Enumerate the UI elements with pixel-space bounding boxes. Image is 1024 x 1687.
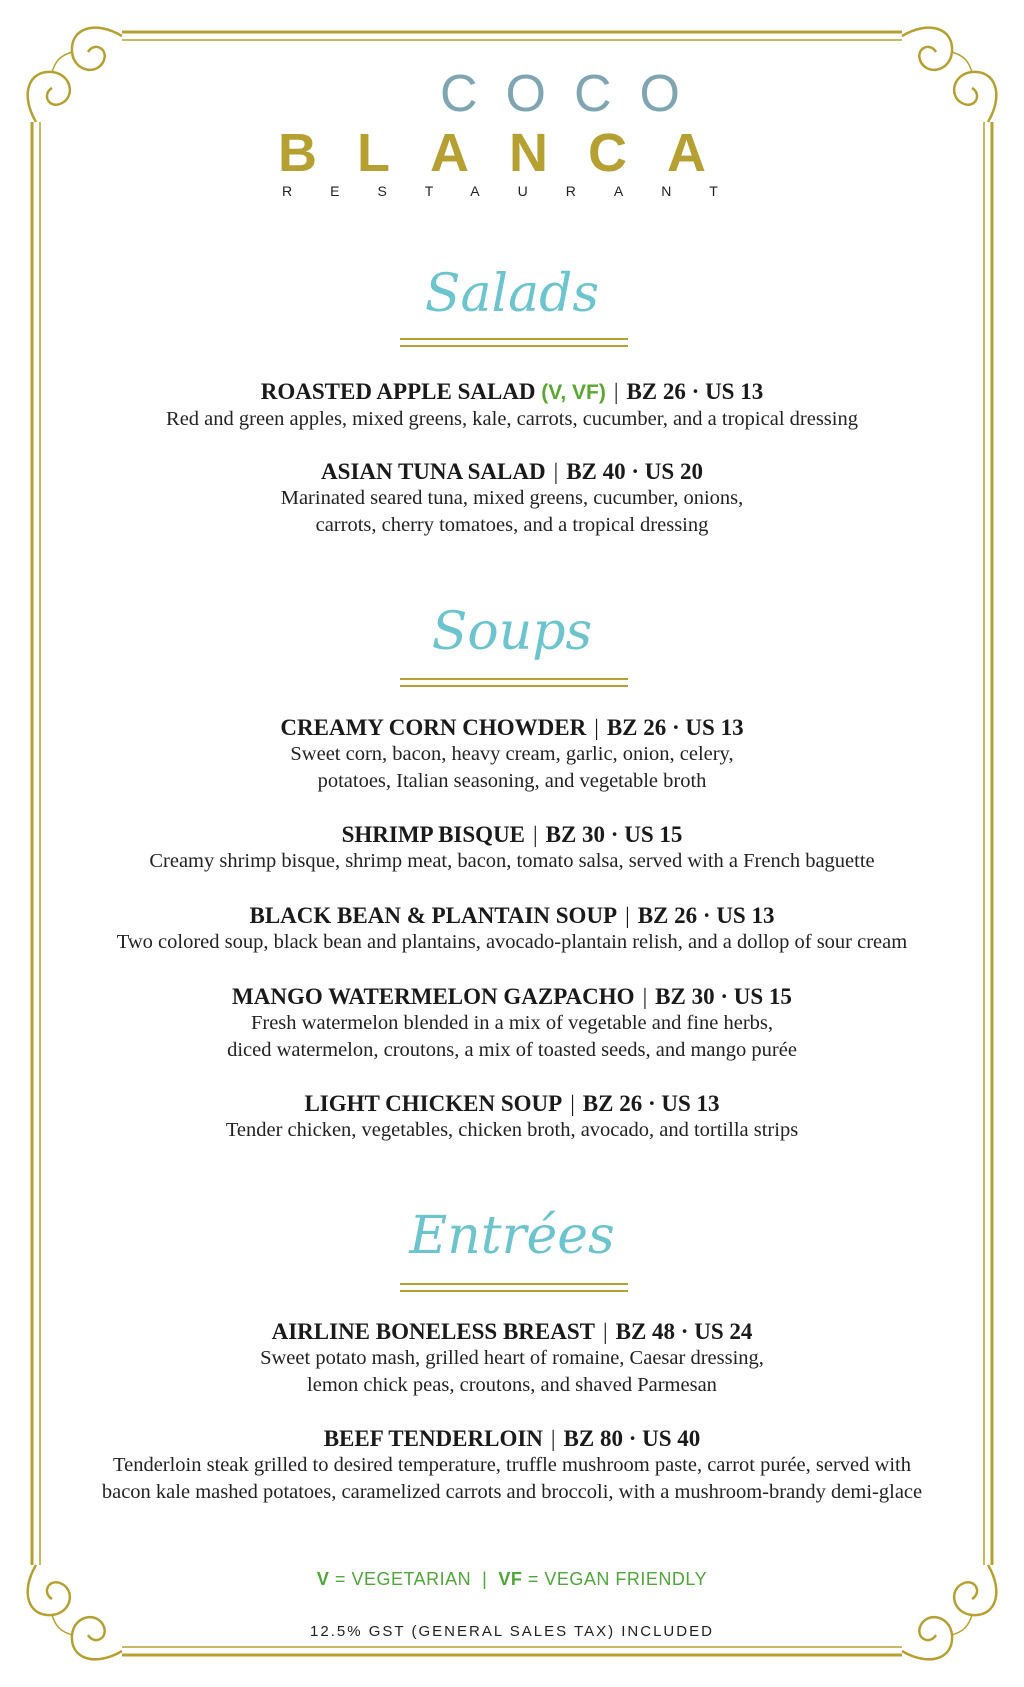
legend-vf-key: VF <box>498 1569 523 1589</box>
item-price: BZ 26 · US 13 <box>637 903 775 928</box>
menu-item <box>60 714 964 795</box>
item-name: MANGO WATERMELON GAZPACHO <box>232 984 635 1009</box>
section-title-salads: Salads <box>424 264 600 324</box>
item-name: LIGHT CHICKEN SOUP <box>304 1091 563 1116</box>
item-description: Creamy shrimp bisque, shrimp meat, bacon, tomato salsa, served with a French baguette <box>149 850 875 872</box>
item-title: LIGHT CHICKEN SOUP | BZ 26 · US 13 <box>304 1091 720 1116</box>
item-diet-tags: (V, VF) <box>541 381 606 404</box>
section-title-entrees: Entrées <box>409 1206 615 1266</box>
item-price: BZ 40 · US 20 <box>566 459 703 484</box>
item-name: CREAMY CORN CHOWDER <box>280 715 587 740</box>
item-description: Sweet potato mash, grilled heart of romaine, Caesar dressing, <box>260 1347 764 1369</box>
legend-vf-label: VEGAN FRIENDLY <box>544 1569 708 1589</box>
item-description: carrots, cherry tomatoes, and a tropical dressing <box>315 514 709 536</box>
menu-item <box>60 983 964 1064</box>
item-title: BEEF TENDERLOIN | BZ 80 · US 40 <box>323 1426 701 1451</box>
corner-flourish-top-left <box>28 28 122 122</box>
logo-blanca: BLANCA <box>278 123 746 183</box>
item-title: CREAMY CORN CHOWDER | BZ 26 · US 13 <box>280 715 744 740</box>
item-name: SHRIMP BISQUE <box>341 822 526 847</box>
item-price: BZ 48 · US 24 <box>615 1319 753 1344</box>
item-price: BZ 26 · US 13 <box>582 1091 720 1116</box>
item-description: diced watermelon, croutons, a mix of toasted seeds, and mango purée <box>227 1039 797 1061</box>
item-description: potatoes, Italian seasoning, and vegetable broth <box>317 770 707 792</box>
item-price: BZ 26 · US 13 <box>626 379 764 404</box>
item-title: AIRLINE BONELESS BREAST | BZ 48 · US 24 <box>271 1319 753 1344</box>
menu-item <box>60 1425 964 1506</box>
item-description: Tender chicken, vegetables, chicken broth, avocado, and tortilla strips <box>225 1119 799 1141</box>
item-description: Marinated seared tuna, mixed greens, cucumber, onions, <box>280 487 744 509</box>
item-price: BZ 30 · US 15 <box>655 984 792 1009</box>
item-description: Sweet corn, bacon, heavy cream, garlic, onion, celery, <box>290 743 734 765</box>
legend-v-key: V <box>316 1569 330 1589</box>
item-price: BZ 26 · US 13 <box>606 715 744 740</box>
item-title: BLACK BEAN & PLANTAIN SOUP | BZ 26 · US 13 <box>249 903 775 928</box>
item-name: ROASTED APPLE SALAD <box>260 379 536 404</box>
logo-restaurant: RESTAURANT <box>282 183 756 199</box>
menu-item <box>60 458 964 539</box>
legend-separator: | <box>482 1569 488 1589</box>
menu-item <box>60 821 964 875</box>
section-divider <box>400 678 628 687</box>
item-title: ASIAN TUNA SALAD | BZ 40 · US 20 <box>321 459 703 484</box>
item-name: BLACK BEAN & PLANTAIN SOUP <box>249 903 618 928</box>
section-divider <box>400 1283 628 1292</box>
tax-note: 12.5% GST (GENERAL SALES TAX) INCLUDED <box>310 1623 714 1640</box>
item-name: ASIAN TUNA SALAD <box>321 459 546 484</box>
item-title: ROASTED APPLE SALAD (V, VF) | BZ 26 · US 13 <box>260 379 764 404</box>
item-price: BZ 80 · US 40 <box>563 1426 701 1451</box>
item-title: SHRIMP BISQUE | BZ 30 · US 15 <box>341 822 683 847</box>
item-name: AIRLINE BONELESS BREAST <box>271 1319 596 1344</box>
diet-legend: V = VEGETARIAN | VF = VEGAN FRIENDLY <box>316 1569 708 1589</box>
item-description: lemon chick peas, croutons, and shaved Parmesan <box>307 1374 717 1396</box>
item-name: BEEF TENDERLOIN <box>323 1426 543 1451</box>
item-price: BZ 30 · US 15 <box>545 822 683 847</box>
item-description: bacon kale mashed potatoes, caramelized carrots and broccoli, with a mushroom-brandy demi-glace <box>101 1481 923 1503</box>
logo-coco: COCO <box>440 65 708 123</box>
item-title: MANGO WATERMELON GAZPACHO | BZ 30 · US 15 <box>232 984 792 1009</box>
menu-item <box>60 1090 964 1144</box>
menu-item <box>60 1318 964 1399</box>
legend-v-label: VEGETARIAN <box>351 1569 472 1589</box>
item-description: Tenderloin steak grilled to desired temperature, truffle mushroom paste, carrot purée, served with <box>113 1454 911 1476</box>
section-title-soups: Soups <box>431 602 593 662</box>
corner-flourish-top-right <box>902 28 996 122</box>
menu-item <box>60 378 964 433</box>
item-description: Two colored soup, black bean and plantains, avocado-plantain relish, and a dollop of sour cream <box>116 931 908 953</box>
item-description: Red and green apples, mixed greens, kale, carrots, cucumber, and a tropical dressing <box>166 408 858 430</box>
item-description: Fresh watermelon blended in a mix of vegetable and fine herbs, <box>250 1012 773 1034</box>
menu-item <box>60 902 964 956</box>
section-divider <box>400 338 628 347</box>
